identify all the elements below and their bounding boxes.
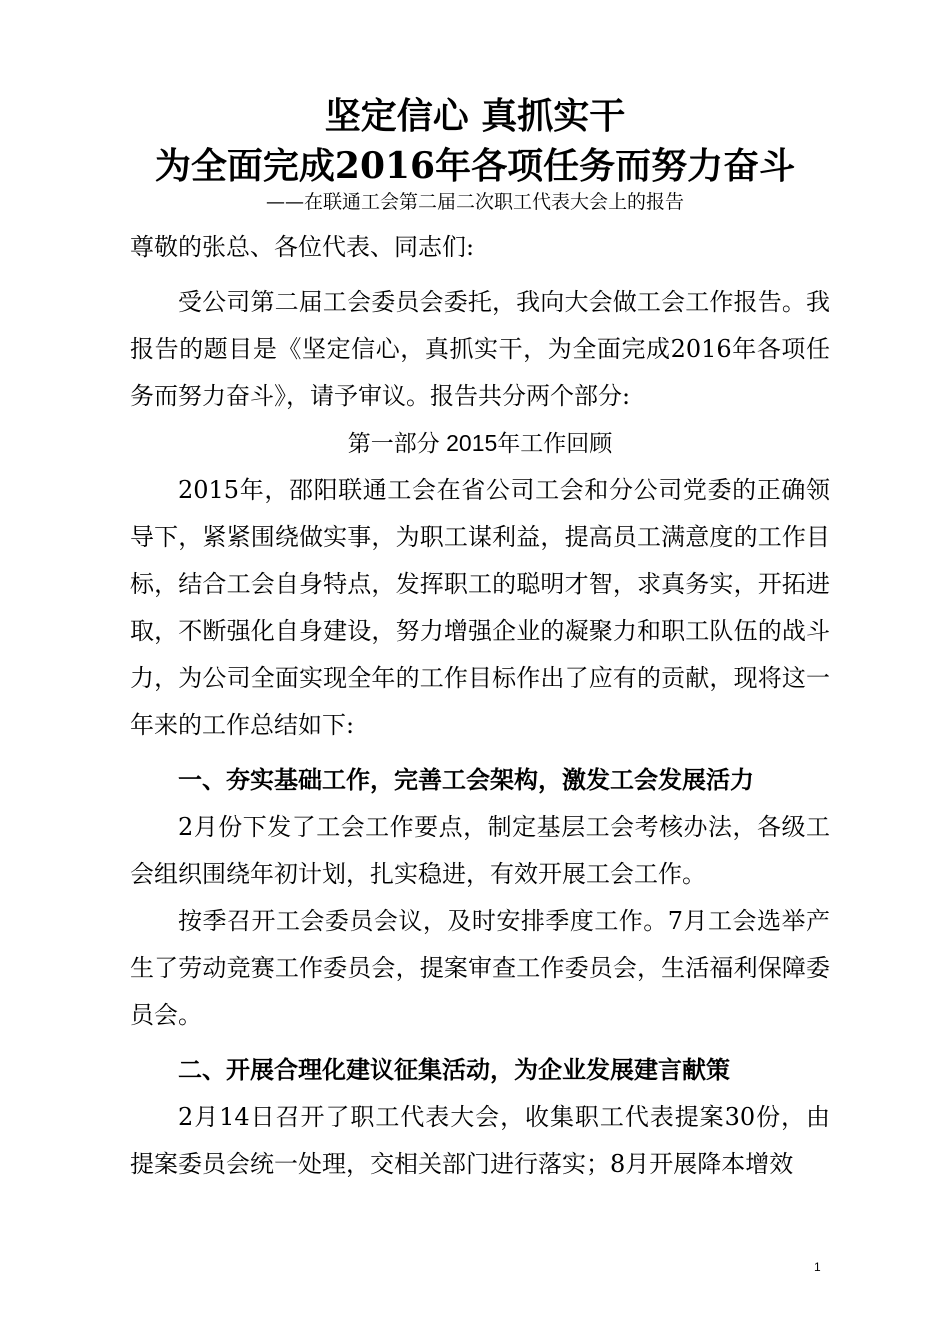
document-title-line2: 为全面完成2016年各项任务而努力奋斗 xyxy=(154,145,796,187)
section2-paragraph1: 2月14日召开了职工代表大会，收集职工代表提案30份，由提案委员会统一处理，交相关部门进行落实；8月开展降本增效 xyxy=(130,1103,830,1178)
intro-paragraph: 受公司第二届工会委员会委托，我向大会做工会工作报告。我报告的题目是《坚定信心，真抓实干，为全面完成2016年各项任务而努力奋斗》，请予审议。报告共分两个部分: xyxy=(130,288,830,410)
section2-heading: 二、开展合理化建议征集活动，为企业发展建言献策 xyxy=(178,1057,730,1084)
salutation: 尊敬的张总、各位代表、同志们: xyxy=(130,233,475,261)
part1-heading: 第一部分 2015年工作回顾 xyxy=(347,430,613,456)
document-title-line1: 坚定信心 真抓实干 xyxy=(324,95,626,137)
part1-intro-paragraph: 2015年，邵阳联通工会在省公司工会和分公司党委的正确领导下，紧紧围绕做实事，为职工谋利益，提高员工满意度的工作目标，结合工会自身特点，发挥职工的聪明才智，求真务实，开拓进取，不断强化自身建设，努力增强企业的凝聚力和职工队伍的战斗力，为公司全面实现全年的工作目标作出了应有的贡献，现将这一年来的工作总结如下: xyxy=(130,476,830,739)
section1-paragraph2: 按季召开工会委员会议，及时安排季度工作。7月工会选举产生了劳动竞赛工作委员会，提案审查工作委员会，生活福利保障委员会。 xyxy=(130,907,830,1029)
document-body xyxy=(130,224,830,1188)
page-number: 1 xyxy=(814,1260,821,1274)
section1-heading: 一、夯实基础工作，完善工会架构，激发工会发展活力 xyxy=(178,767,754,794)
section1-paragraph1: 2月份下发了工会工作要点，制定基层工会考核办法，各级工会组织围绕年初计划，扎实稳进，有效开展工会工作。 xyxy=(130,813,830,888)
document-subtitle: ——在联通工会第二届二次职工代表大会上的报告 xyxy=(265,191,684,213)
